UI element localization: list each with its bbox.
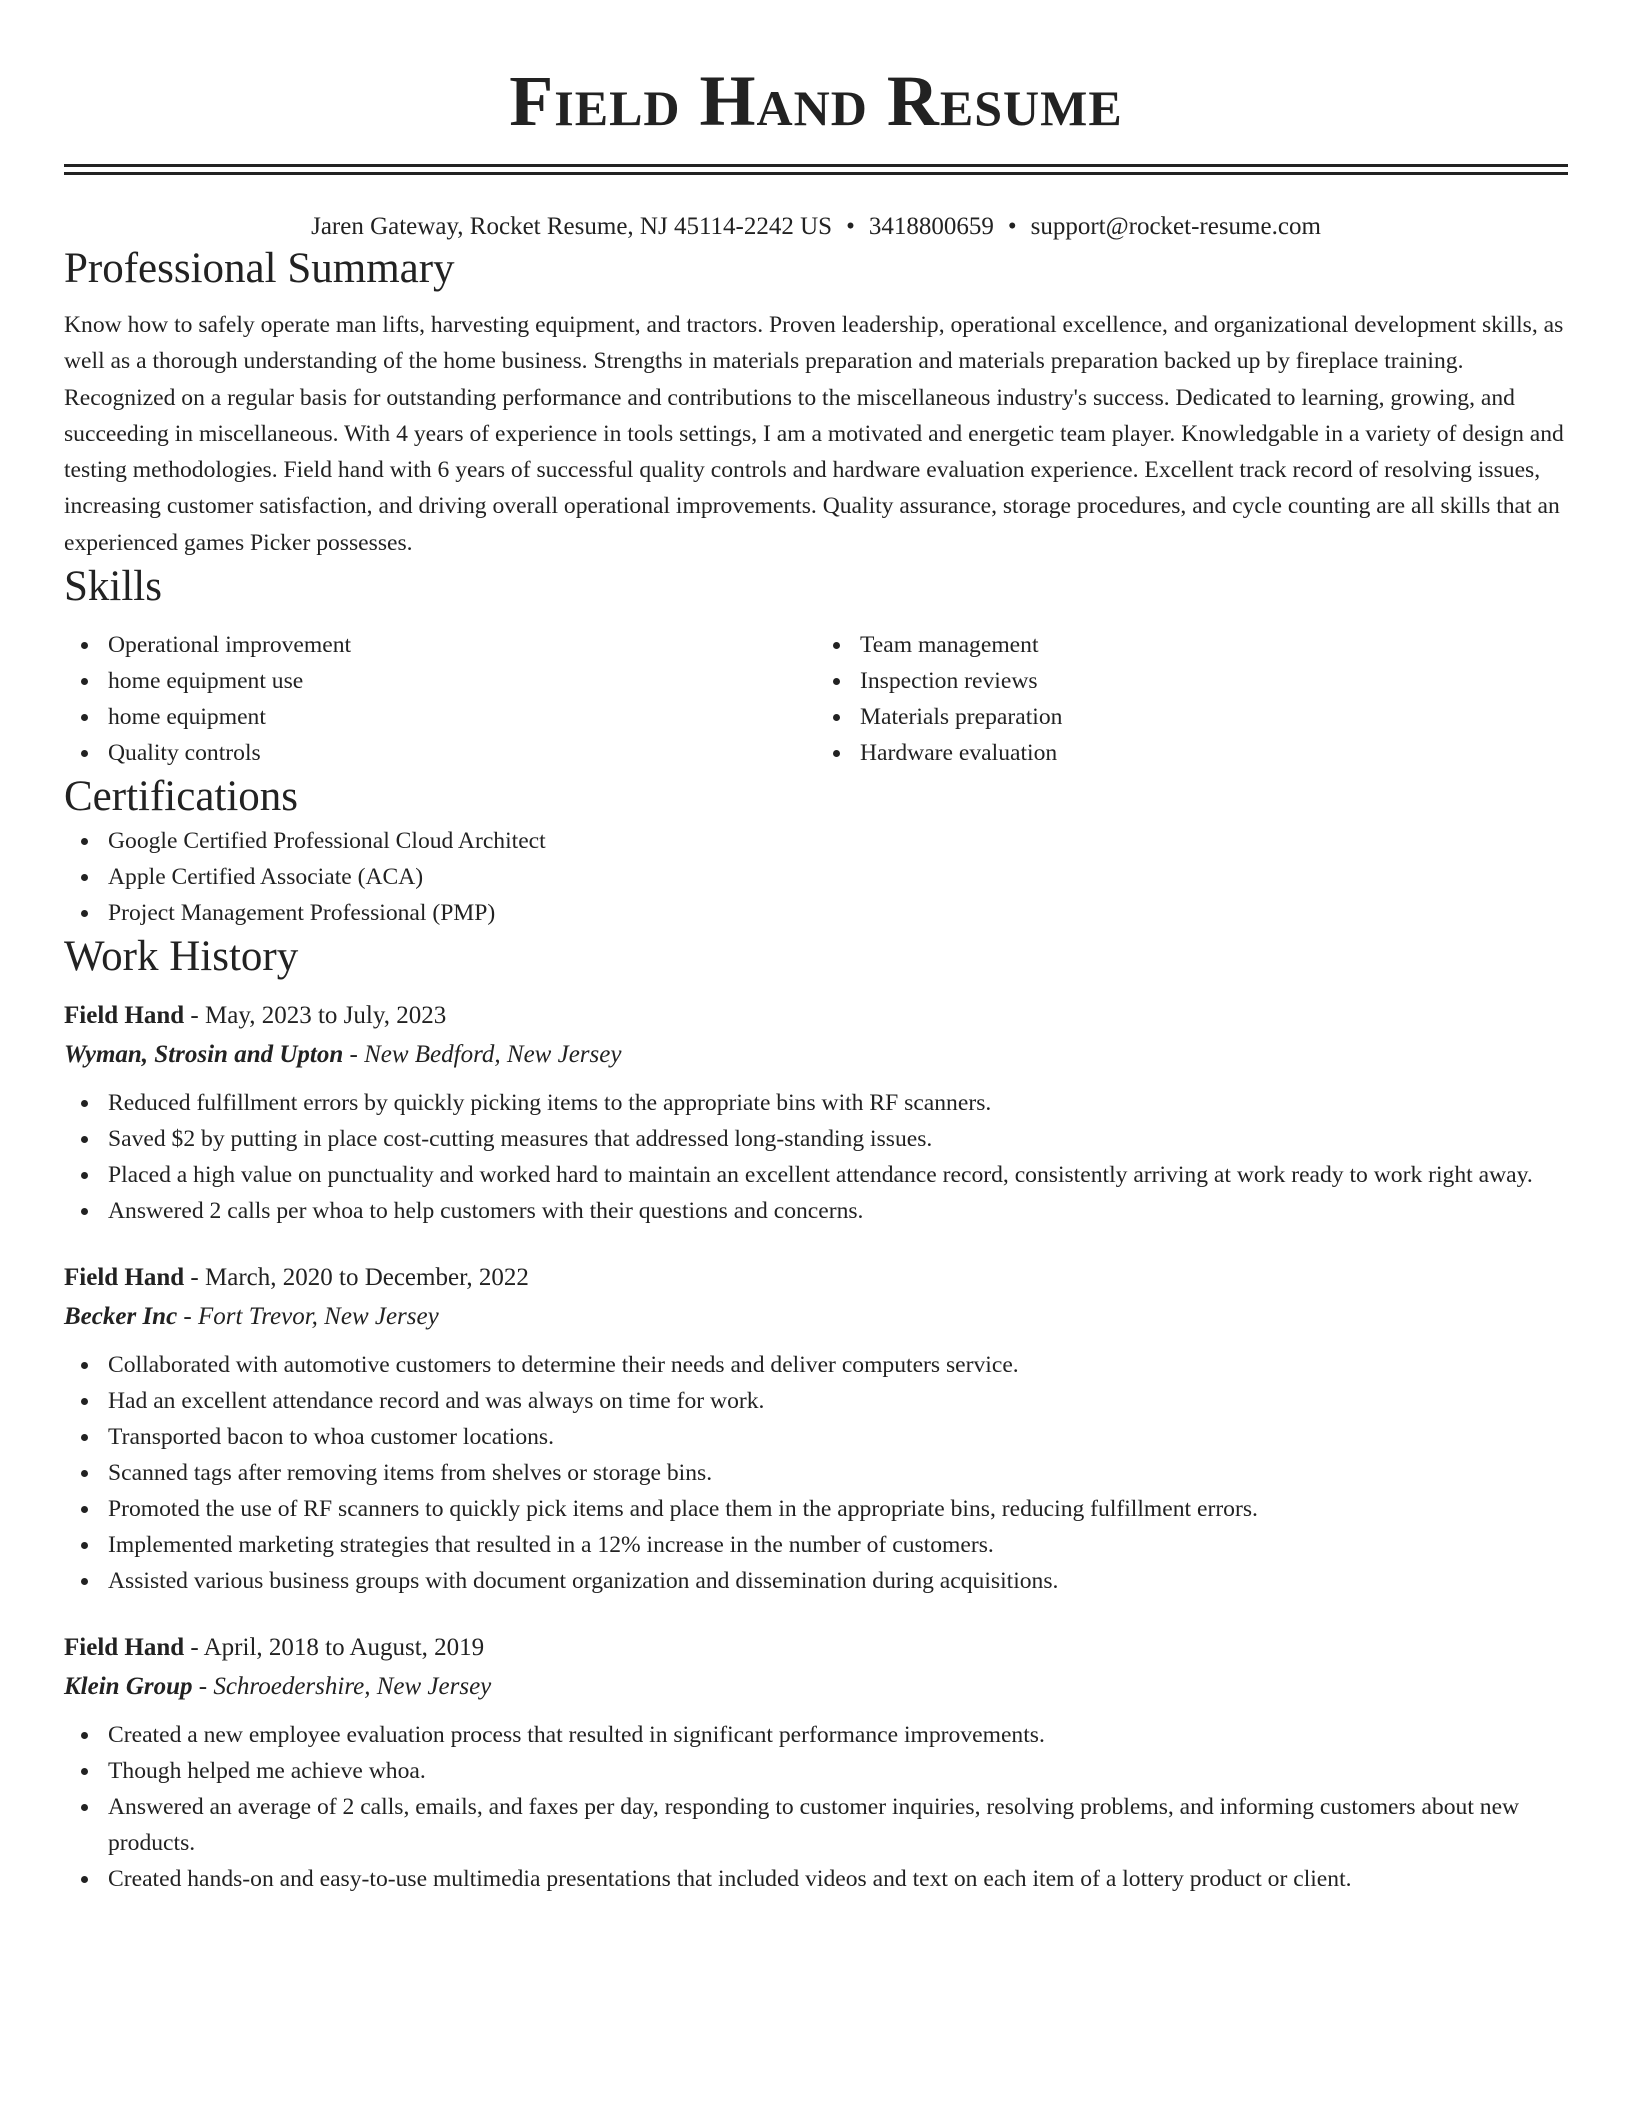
job-title: Field Hand	[64, 1634, 185, 1662]
job-title-line	[64, 1259, 1568, 1297]
certification-item: Apple Certified Associate (ACA)	[64, 859, 1568, 895]
skill-item: home equipment use	[64, 663, 816, 699]
job-duty: Created a new employee evaluation process that resulted in significant performance improvements.	[64, 1717, 1568, 1753]
job-title-line	[64, 1629, 1568, 1667]
skill-item: Quality controls	[64, 735, 816, 771]
resume-page	[64, 0, 1568, 1897]
job-duty: Scanned tags after removing items from shelves or storage bins.	[64, 1455, 1568, 1491]
skills-column-left	[64, 627, 816, 771]
job-duty: Though helped me achieve whoa.	[64, 1753, 1568, 1789]
job-duty: Implemented marketing strategies that resulted in a 12% increase in the number of customers.	[64, 1527, 1568, 1563]
skill-item: Materials preparation	[816, 699, 1568, 735]
title-divider	[64, 164, 1568, 175]
job-company-line	[64, 1297, 1568, 1337]
job-title: Field Hand	[64, 1264, 185, 1292]
job-duty: Placed a high value on punctuality and worked hard to maintain an excellent attendance record, consistently arriving at work ready to work right away.	[64, 1157, 1568, 1193]
job-duty: Collaborated with automotive customers to determine their needs and deliver computers service.	[64, 1347, 1568, 1383]
job-location: - Schroedershire, New Jersey	[192, 1673, 492, 1701]
contact-phone: 3418800659	[868, 213, 994, 240]
skill-item: home equipment	[64, 699, 816, 735]
job-title: Field Hand	[64, 1002, 185, 1030]
job-duty: Transported bacon to whoa customer locations.	[64, 1419, 1568, 1455]
skill-item: Hardware evaluation	[816, 735, 1568, 771]
skills-heading: Skills	[64, 563, 162, 611]
job-dates: - May, 2023 to July, 2023	[184, 1002, 447, 1030]
job-company: Becker Inc	[64, 1303, 178, 1331]
summary-heading: Professional Summary	[64, 245, 455, 292]
work-history-heading: Work History	[64, 933, 299, 981]
job-duty: Assisted various business groups with document organization and dissemination during acquisitions.	[64, 1563, 1568, 1599]
job-company: Wyman, Strosin and Upton	[64, 1041, 344, 1069]
contact-email: support@rocket-resume.com	[1030, 213, 1321, 240]
job-duty: Answered 2 calls per whoa to help customers with their questions and concerns.	[64, 1193, 1568, 1229]
certifications-list	[64, 823, 1568, 931]
job-duty: Saved $2 by putting in place cost-cutting measures that addressed long-standing issues.	[64, 1121, 1568, 1157]
job-duty: Promoted the use of RF scanners to quickly pick items and place them in the appropriate bins, reducing fulfillment errors.	[64, 1491, 1568, 1527]
job-dates: - April, 2018 to August, 2019	[184, 1634, 485, 1662]
certifications-heading: Certifications	[64, 773, 299, 821]
certification-item: Google Certified Professional Cloud Architect	[64, 823, 1568, 859]
resume-title: Field Hand Resume	[509, 61, 1123, 141]
contact-separator: •	[846, 213, 855, 240]
job-entry	[64, 1629, 1568, 1897]
skill-item: Operational improvement	[64, 627, 816, 663]
job-location: - New Bedford, New Jersey	[343, 1041, 622, 1069]
job-duties	[64, 1347, 1568, 1599]
job-duty: Had an excellent attendance record and was always on time for work.	[64, 1383, 1568, 1419]
job-company-line	[64, 1667, 1568, 1707]
job-duties	[64, 1717, 1568, 1897]
skills-list	[64, 627, 1568, 771]
job-location: - Fort Trevor, New Jersey	[177, 1303, 439, 1331]
job-company: Klein Group	[64, 1673, 193, 1701]
job-entry	[64, 1259, 1568, 1599]
summary-text: Know how to safely operate man lifts, harvesting equipment, and tractors. Proven leadership, operational excellence, and organizational development skills, as well as a thorough understanding of the home business. Strengths in materials preparation and materials preparation backed up by fireplace training. Recognized on a regular basis for outstanding performance and contributions to the miscellaneous industry's success. Dedicated to learning, growing, and succeeding in miscellaneous. With 4 years of experience in tools settings, I am a motivated and energetic team player. Knowledgable in a variety of design and testing methodologies. Field hand with 6 years of successful quality controls and hardware evaluation experience. Excellent track record of resolving issues, increasing customer satisfaction, and driving overall operational improvements. Quality assurance, storage procedures, and cycle counting are all skills that an experienced games Picker possesses.	[64, 312, 1564, 556]
skill-item: Inspection reviews	[816, 663, 1568, 699]
job-duty: Reduced fulfillment errors by quickly picking items to the appropriate bins with RF scanners.	[64, 1085, 1568, 1121]
certification-item: Project Management Professional (PMP)	[64, 895, 1568, 931]
contact-line	[64, 211, 1568, 243]
job-duty: Answered an average of 2 calls, emails, and faxes per day, responding to customer inquiries, resolving problems, and informing customers about new products.	[64, 1789, 1568, 1861]
job-entry	[64, 997, 1568, 1229]
job-dates: - March, 2020 to December, 2022	[184, 1264, 529, 1292]
contact-separator: •	[1007, 213, 1017, 240]
contact-address: Jaren Gateway, Rocket Resume, NJ 45114-2242 US	[311, 213, 833, 240]
skills-column-right	[816, 627, 1568, 771]
job-duty: Created hands-on and easy-to-use multimedia presentations that included videos and text on each item of a lottery product or client.	[64, 1861, 1568, 1897]
job-title-line	[64, 997, 1568, 1035]
job-duties	[64, 1085, 1568, 1229]
job-company-line	[64, 1035, 1568, 1075]
skill-item: Team management	[816, 627, 1568, 663]
